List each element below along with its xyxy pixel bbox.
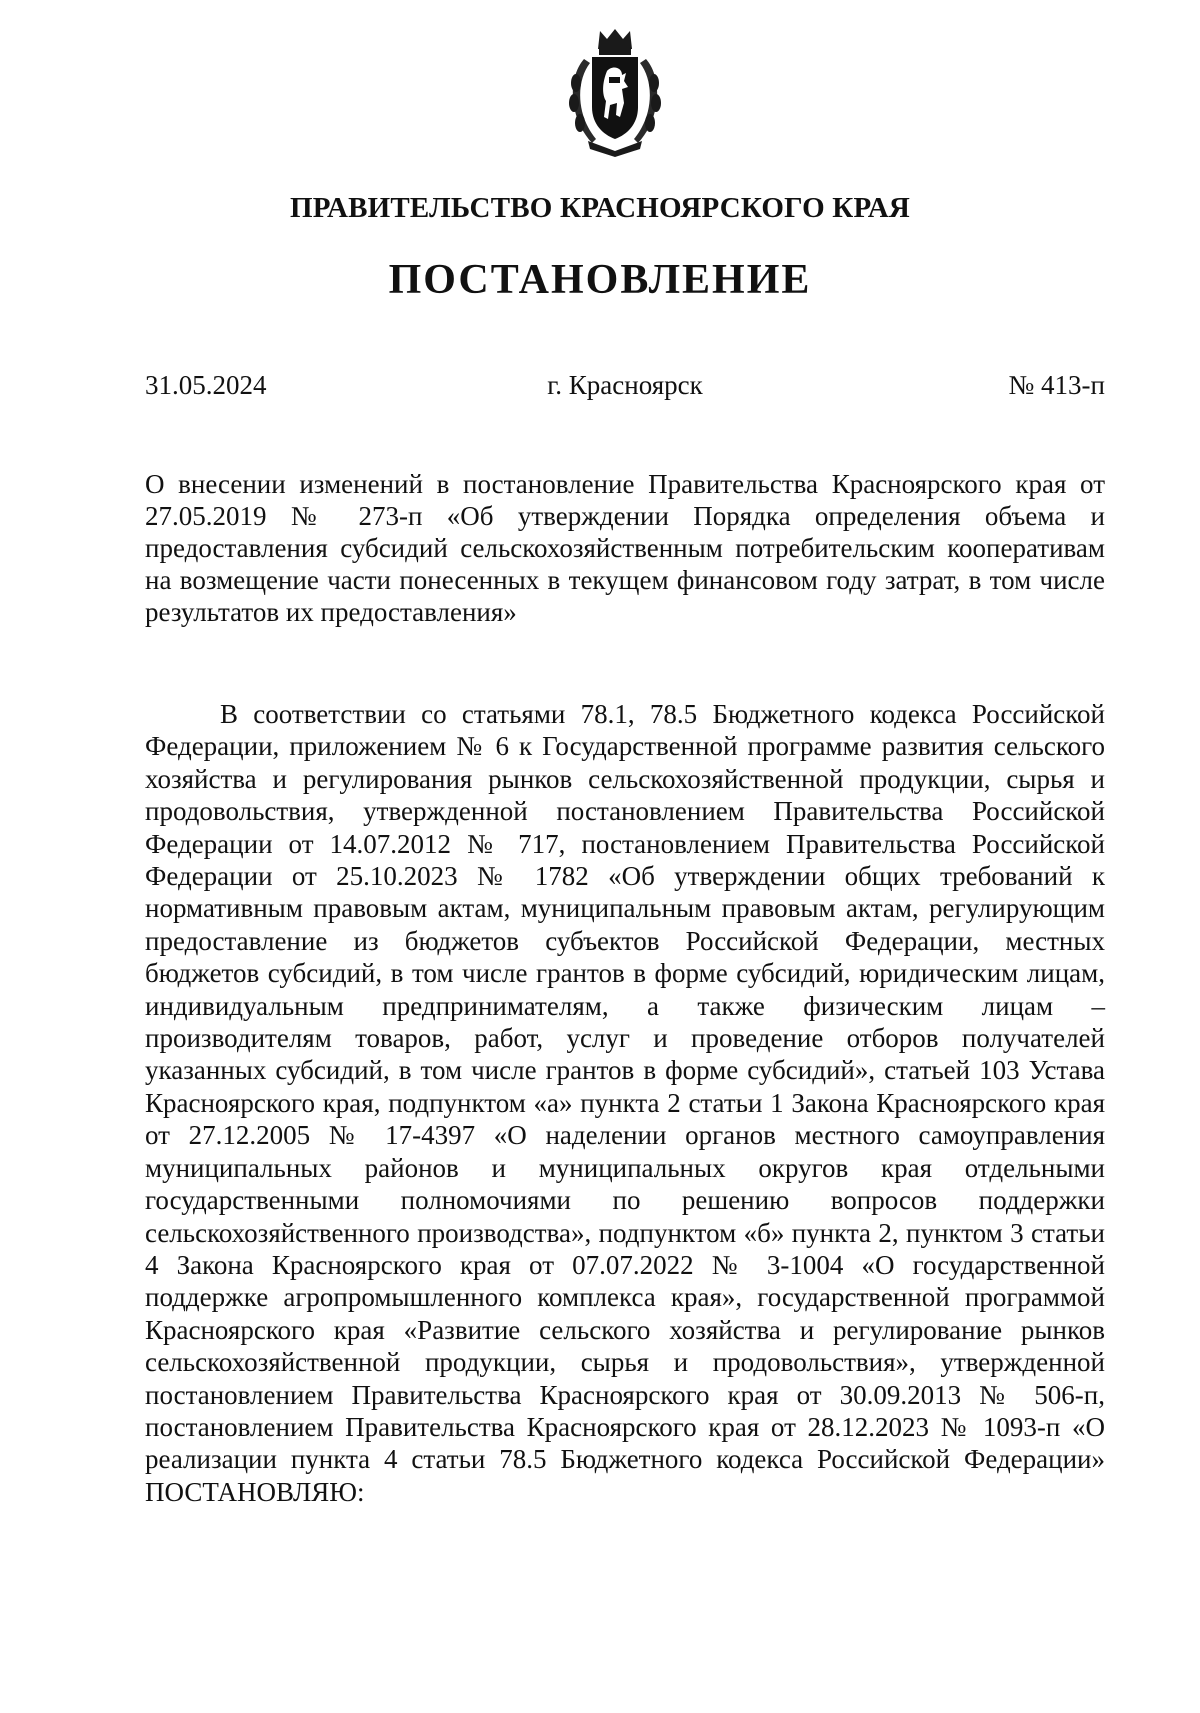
document-number: № 413-п	[1008, 370, 1105, 400]
document-city: г. Красноярск	[547, 370, 703, 400]
document-type-title: ПОСТАНОВЛЕНИЕ	[388, 257, 812, 303]
coat-of-arms-icon	[562, 25, 668, 157]
document-subject: О внесении изменений в постановление Правительства Красноярского края от 27.05.2019 № 273-п «Об утверждении Порядка определения объема и предоставления субсидий сельскохозяйственным потребительским кооперативам на возмещение части понесенных в текущем финансовом году затрат, в том числе результатов их предоставления»	[145, 469, 1105, 627]
document-date: 31.05.2024	[145, 370, 267, 400]
document-body-paragraph: В соответствии со статьями 78.1, 78.5 Бюджетного кодекса Российской Федерации, приложением № 6 к Государственной программе развития сельского хозяйства и регулирования рынков сельскохозяйственной продукции, сырья и продовольствия, утвержденной постановлением Правительства Российской Федерации от 14.07.2012 № 717, постановлением Правительства Российской Федерации от 25.10.2023 № 1782 «Об утверждении общих требований к нормативным правовым актам, муниципальным правовым актам, регулирующим предоставление из бюджетов субъектов Российской Федерации, местных бюджетов субсидий, в том числе грантов в форме субсидий, юридическим лицам, индивидуальным предпринимателям, а также физическим лицам – производителям товаров, работ, услуг и проведение отборов получателей указанных субсидий, в том числе грантов в форме субсидий», статьей 103 Устава Красноярского края, подпунктом «а» пункта 2 статьи 1 Закона Красноярского края от 27.12.2005 № 17-4397 «О наделении органов местного самоуправления муниципальных районов и муниципальных округов края отдельными государственными полномочиями по решению вопросов поддержки сельскохозяйственного производства», подпунктом «б» пункта 2, пунктом 3 статьи 4 Закона Красноярского края от 07.07.2022 № 3-1004 «О государственной поддержке агропромышленного комплекса края», государственной программой Красноярского края «Развитие сельского хозяйства и регулирование рынков сельскохозяйственной продукции, сырья и продовольствия», утвержденной постановлением Правительства Красноярского края от 30.09.2013 № 506-п, постановлением Правительства Красноярского края от 28.12.2023 № 1093-п «О реализации пункта 4 статьи 78.5 Бюджетного кодекса Российской Федерации» ПОСТАНОВЛЯЮ:	[145, 699, 1105, 1507]
organization-title: ПРАВИТЕЛЬСТВО КРАСНОЯРСКОГО КРАЯ	[289, 192, 911, 224]
